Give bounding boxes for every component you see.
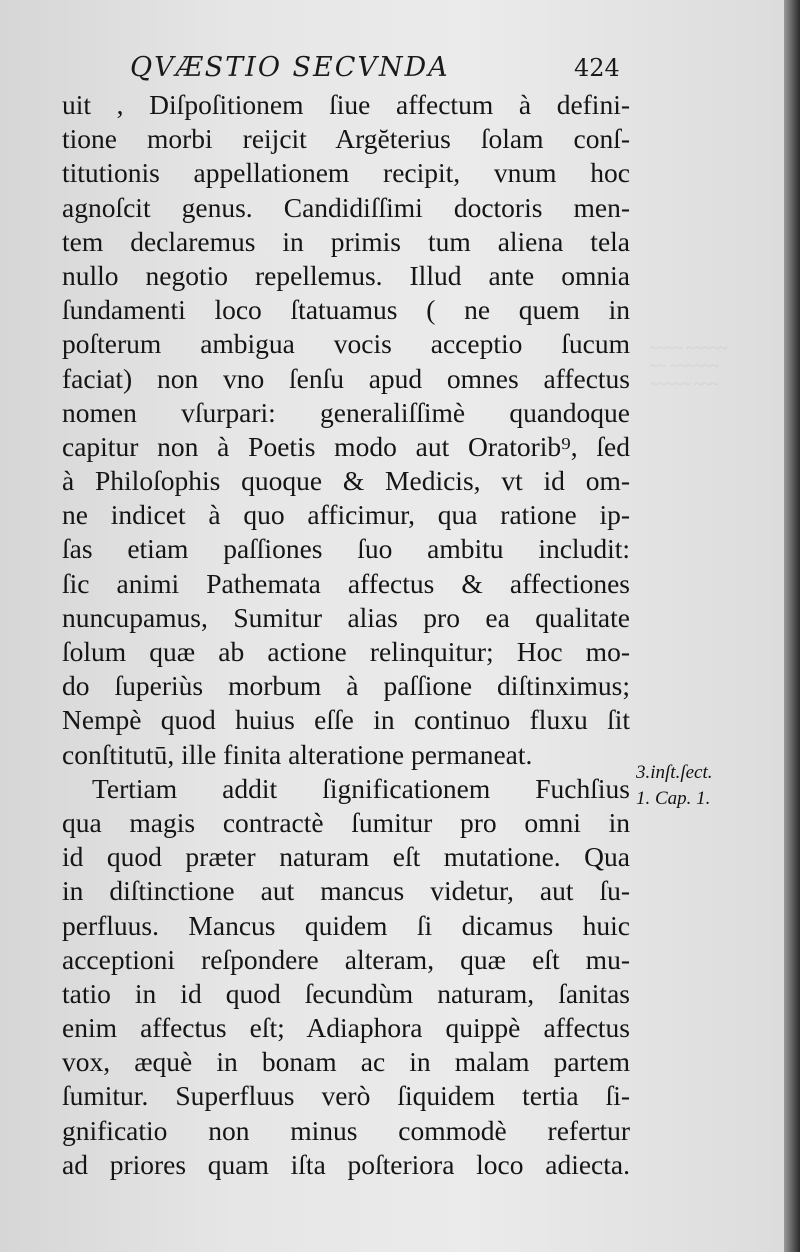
- text-line: conſtitutū, ille finita alteratione permaneat.: [62, 738, 533, 770]
- text-line: ſolum quæ ab actione relinquitur; Hoc mo-: [62, 636, 630, 667]
- text-line: do ſuperiùs morbum à paſſione diſtinximus;: [62, 670, 630, 702]
- text-line: poſterum ambigua vocis acceptio ſucum: [62, 328, 630, 360]
- text-line: ſumitur. Superfluus verò ſiquidem tertia ſi-: [62, 1080, 630, 1112]
- text-line: capitur non à Poetis modo aut Oratorib⁹, ſed: [62, 430, 630, 462]
- text-line: Tertiam addit ſignificationem Fuchſius: [92, 772, 630, 804]
- page-number: 424: [574, 54, 620, 82]
- text-line: nomen vſurpari: generaliſſimè quandoque: [62, 396, 630, 428]
- body-text: [62, 88, 630, 1182]
- text-line: tem declaremus in primis tum aliena tela: [62, 225, 630, 257]
- text-line: ad priores quam iſta poſteriora loco adiecta.: [62, 1148, 630, 1180]
- page-header: [130, 52, 630, 92]
- text-line: tatio in id quod ſecundùm naturam, ſanitas: [62, 977, 630, 1009]
- text-line: ſundamenti loco ſtatuamus ( ne quem in: [62, 294, 630, 326]
- text-line: ne indicet à quo afficimur, qua ratione ip-: [62, 499, 630, 531]
- page-edge-shadow: [784, 0, 800, 1252]
- margin-note-line: 1. Cap. 1.: [636, 788, 711, 809]
- text-line: enim affectus eſt; Adiaphora quippè affectus: [62, 1012, 630, 1044]
- text-line: titutionis appellationem recipit, vnum hoc: [62, 157, 630, 189]
- text-line: nullo negotio repellemus. Illud ante omnia: [62, 259, 630, 291]
- text-line: perfluus. Mancus quidem ſi dicamus huic: [62, 909, 630, 941]
- text-line: qua magis contractè ſumitur pro omni in: [62, 806, 630, 838]
- running-head: QVÆSTIO SECVNDA: [130, 52, 450, 83]
- text-line: agnoſcit genus. Candidiſſimi doctoris men-: [62, 191, 630, 223]
- text-line: acceptioni reſpondere alteram, quæ eſt mu-: [62, 943, 630, 975]
- text-line: ſas etiam paſſiones ſuo ambitu includit:: [62, 533, 630, 565]
- text-line: tione morbi reijcit Argĕterius ſolam conſ-: [62, 123, 630, 155]
- text-line: vox, æquè in bonam ac in malam partem: [62, 1046, 630, 1078]
- text-line: nuncupamus, Sumitur alias pro ea qualitate: [62, 601, 630, 633]
- text-line: gnificatio non minus commodè refertur: [62, 1114, 630, 1146]
- text-line: Nempè quod huius eſſe in continuo fluxu ſit: [62, 704, 630, 736]
- text-line: in diſtinctione aut mancus videtur, aut ſu-: [62, 875, 630, 907]
- text-line: à Philoſophis quoque & Medicis, vt id om-: [62, 465, 630, 497]
- text-line: ſic animi Pathemata affectus & affectiones: [62, 567, 630, 599]
- text-line: id quod præter naturam eſt mutatione. Qua: [62, 841, 630, 873]
- margin-note-line: 3.inſt.ſect.: [636, 762, 713, 783]
- show-through-text: ~~~~ ~~~~~ ~~ ~~~~~~ ~~~~~ ~~~: [650, 341, 727, 393]
- text-line: faciat) non vno ſenſu apud omnes affectus: [62, 362, 630, 394]
- text-line: uit , Diſpoſitionem ſiue affectum à defini-: [62, 89, 630, 120]
- margin-note: [636, 760, 756, 812]
